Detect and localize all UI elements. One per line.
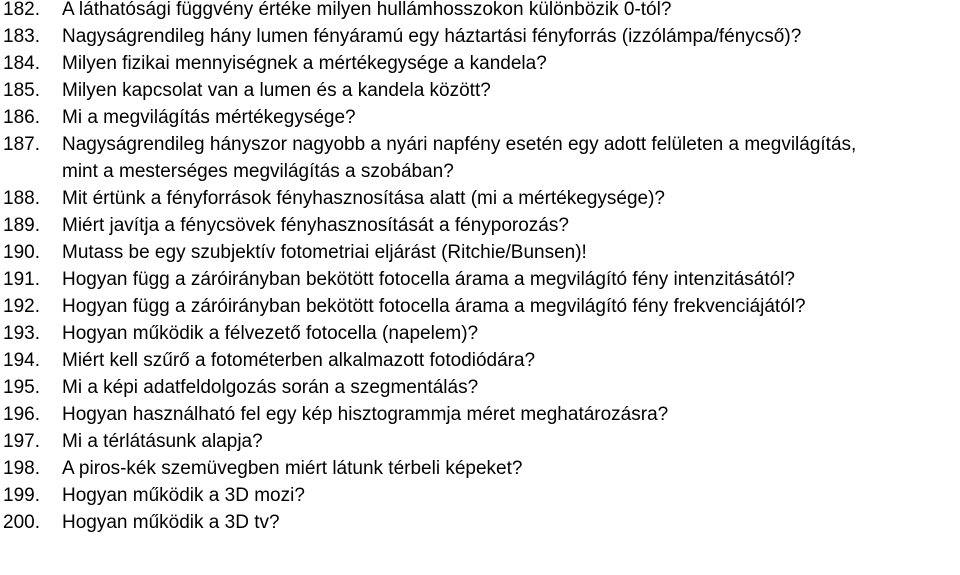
question-text: Mutass be egy szubjektív fotometriai eljárást (Ritchie/Bunsen)! bbox=[62, 242, 587, 263]
question-number: 184. bbox=[3, 53, 40, 74]
question-number: 193. bbox=[3, 323, 40, 344]
question-number: 192. bbox=[3, 296, 40, 317]
question-number: 182. bbox=[3, 0, 40, 20]
question-number: 199. bbox=[3, 485, 40, 506]
question-number: 197. bbox=[3, 431, 40, 452]
question-number: 200. bbox=[3, 512, 40, 533]
question-text: Nagyságrendileg hány lumen fényáramú egy háztartási fényforrás (izzólámpa/fénycső)? bbox=[62, 26, 802, 47]
question-text-continuation: mint a mesterséges megvilágítás a szobában? bbox=[62, 161, 454, 182]
question-text: Mit értünk a fényforrások fényhasznosítása alatt (mi a mértékegysége)? bbox=[62, 188, 665, 209]
question-text: Hogyan függ a záróirányban bekötött fotocella árama a megvilágító fény frekvenciájától? bbox=[62, 296, 806, 317]
question-number: 195. bbox=[3, 377, 40, 398]
question-number: 185. bbox=[3, 80, 40, 101]
question-text: Mi a térlátásunk alapja? bbox=[62, 431, 263, 452]
question-text: Milyen fizikai mennyiségnek a mértékegysége a kandela? bbox=[62, 53, 547, 74]
question-text: Miért javítja a fénycsövek fényhasznosítását a fényporozás? bbox=[62, 215, 569, 236]
question-number: 194. bbox=[3, 350, 40, 371]
question-text: Milyen kapcsolat van a lumen és a kandela között? bbox=[62, 80, 491, 101]
question-number: 196. bbox=[3, 404, 40, 425]
question-number: 191. bbox=[3, 269, 40, 290]
question-text: Hogyan működik a 3D mozi? bbox=[62, 485, 305, 506]
question-text: Miért kell szűrő a fotométerben alkalmazott fotodiódára? bbox=[62, 350, 536, 371]
question-text: A piros-kék szemüvegben miért látunk térbeli képeket? bbox=[62, 458, 523, 479]
question-text: Nagyságrendileg hányszor nagyobb a nyári napfény esetén egy adott felületen a megvilágítás, bbox=[62, 134, 857, 155]
question-number: 183. bbox=[3, 26, 40, 47]
question-number: 187. bbox=[3, 134, 40, 155]
question-text: Hogyan működik a félvezető fotocella (napelem)? bbox=[62, 323, 479, 344]
question-number: 198. bbox=[3, 458, 40, 479]
question-text: Hogyan használható fel egy kép hisztogrammja méret meghatározásra? bbox=[62, 404, 669, 425]
question-text: Hogyan működik a 3D tv? bbox=[62, 512, 280, 533]
question-text: Hogyan függ a záróirányban bekötött fotocella árama a megvilágító fény intenzitásától? bbox=[62, 269, 796, 290]
question-number: 186. bbox=[3, 107, 40, 128]
question-text: Mi a képi adatfeldolgozás során a szegmentálás? bbox=[62, 377, 479, 398]
question-text: A láthatósági függvény értéke milyen hullámhosszokon különbözik 0-tól? bbox=[62, 0, 672, 20]
question-number: 189. bbox=[3, 215, 40, 236]
question-number: 190. bbox=[3, 242, 40, 263]
question-number: 188. bbox=[3, 188, 40, 209]
question-text: Mi a megvilágítás mértékegysége? bbox=[62, 107, 356, 128]
